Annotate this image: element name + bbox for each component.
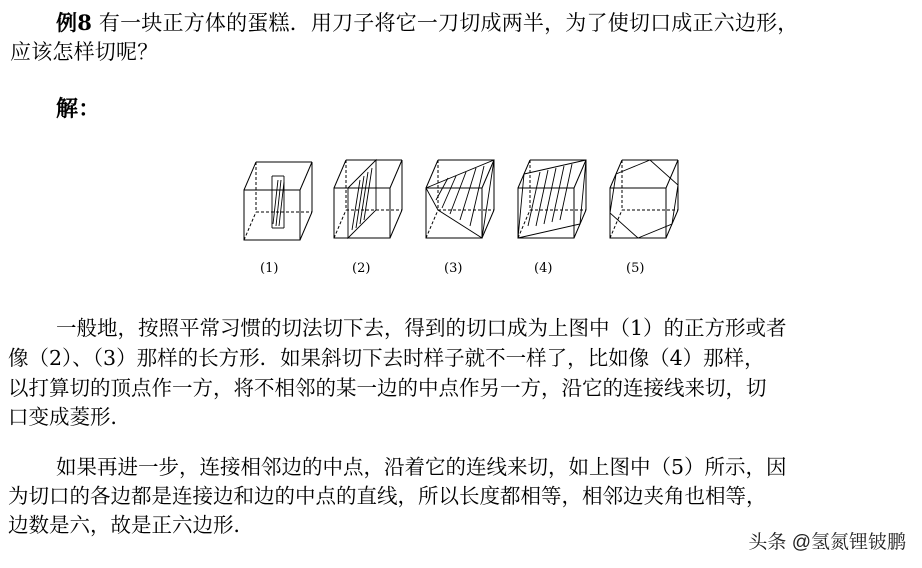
paragraph2-line-2: 为切口的各边都是连接边和边的中点的直线，所以长度都相等，相邻边夹角也相等， — [8, 484, 767, 508]
cube-1 — [244, 162, 312, 240]
problem-label: 例8 — [56, 10, 93, 35]
cube-cut-figure — [230, 150, 700, 280]
problem-line-1 — [56, 10, 799, 36]
paragraph2-line-3: 边数是六，故是正六边形． — [8, 513, 254, 537]
paragraph1-line-3: 以打算切的顶点作一方，将不相邻的某一边的中点作另一方，沿它的连接线来切，切 — [8, 376, 767, 400]
paragraph1-line-2: 像（2）、（3）那样的长方形．如果斜切下去时样子就不一样了，比如像（4）那样， — [8, 346, 765, 370]
problem-line-2: 应该怎样切呢？ — [10, 40, 159, 64]
cube-5 — [610, 160, 678, 238]
paragraph2-line-1: 如果再进一步，连接相邻边的中点，沿着它的连线来切，如上图中（5）所示，因 — [56, 455, 787, 479]
problem-text-1: 有一块正方体的蛋糕．用刀子将它一刀切成两半，为了使切口成正六边形， — [98, 11, 799, 35]
caption-1: (1) — [260, 261, 279, 276]
caption-2: (2) — [352, 261, 371, 276]
cube-3 — [426, 160, 494, 238]
cube-4 — [518, 160, 586, 238]
paragraph1-line-4: 口变成菱形． — [8, 405, 131, 429]
watermark: 头条 @氢氮锂铍鹏 — [748, 532, 906, 553]
cube-2 — [334, 160, 402, 238]
caption-4: (4) — [534, 261, 553, 276]
caption-5: (5) — [626, 261, 645, 276]
caption-3: (3) — [444, 261, 463, 276]
paragraph1-line-1: 一般地，按照平常习惯的切法切下去，得到的切口成为上图中（1）的正方形或者 — [56, 316, 787, 340]
solution-label: 解： — [56, 96, 101, 122]
